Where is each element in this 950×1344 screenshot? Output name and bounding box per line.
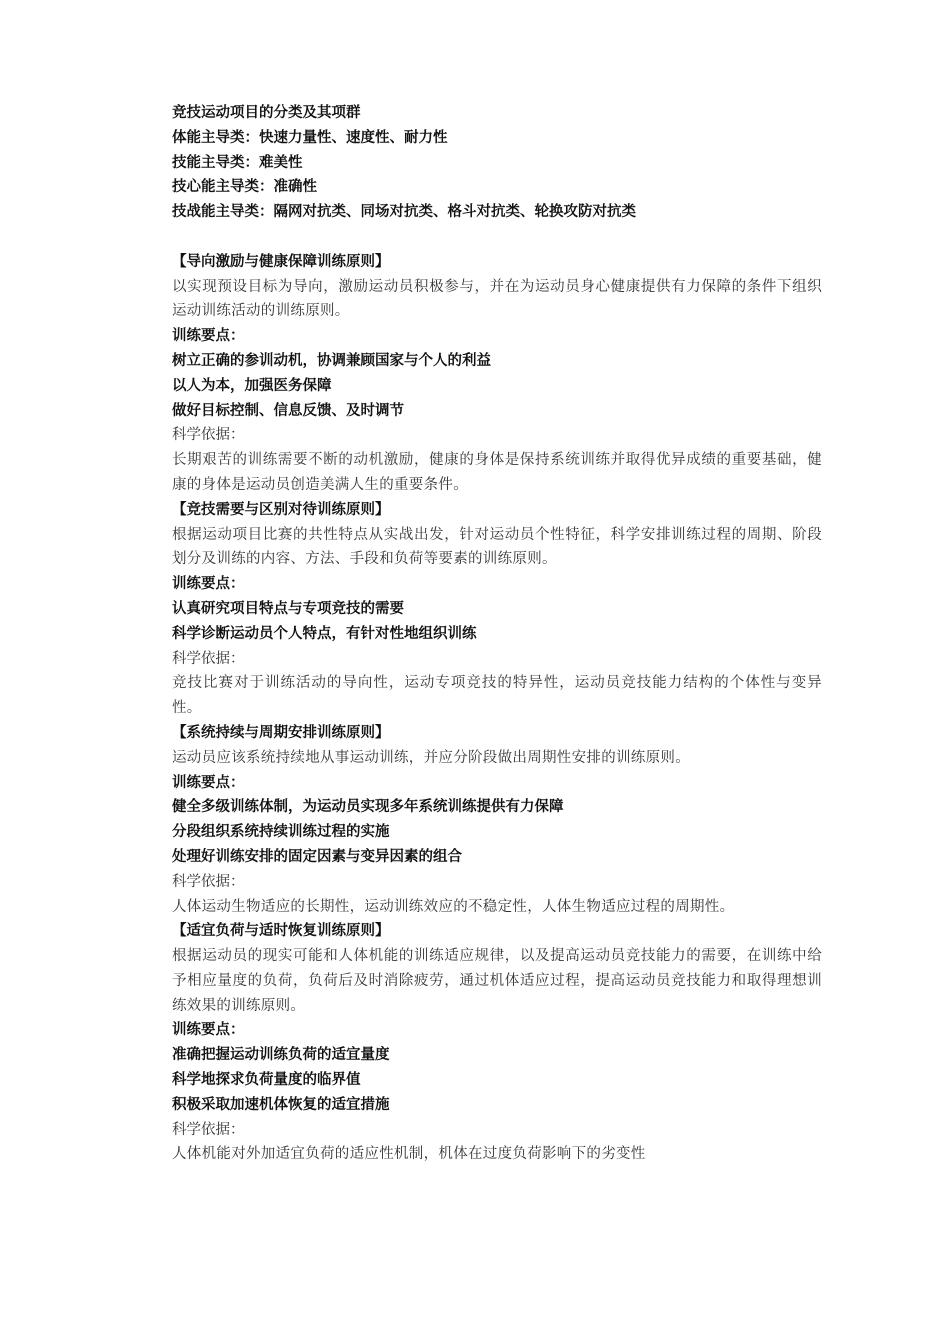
intro-title: 竞技运动项目的分类及其项群 <box>172 105 361 121</box>
intro-item: 技能主导类：难美性 <box>172 154 303 171</box>
training-point: 做好目标控制、信息反馈、及时调节 <box>172 402 404 419</box>
basis-label: 科学依据： <box>172 427 245 444</box>
section-guidance-motivation <box>172 250 822 498</box>
document-page <box>172 101 822 1167</box>
section-competition-needs <box>172 498 822 721</box>
points-label: 训练要点： <box>172 576 245 593</box>
basis-text: 竞技比赛对于训练活动的导向性，运动专项竞技的特异性，运动员竞技能力结构的个体性与变异性。 <box>172 675 822 717</box>
section-definition: 运动员应该系统持续地从事运动训练，并应分阶段做出周期性安排的训练原则。 <box>172 749 690 766</box>
intro-item: 体能主导类：快速力量性、速度性、耐力性 <box>172 129 448 146</box>
section-definition: 以实现预设目标为导向，激励运动员积极参与，并在为运动员身心健康提供有力保障的条件下组织运动训练活动的训练原则。 <box>172 278 822 320</box>
section-heading: 【导向激励与健康保障训练原则】 <box>172 253 390 270</box>
basis-label: 科学依据： <box>172 873 245 890</box>
section-load-recovery <box>172 919 822 1167</box>
section-systematic-periodic <box>172 721 822 919</box>
section-heading: 【适宜负荷与适时恢复训练原则】 <box>172 923 390 940</box>
training-point: 认真研究项目特点与专项竞技的需要 <box>172 600 404 617</box>
basis-text: 长期艰苦的训练需要不断的动机激励，健康的身体是保持系统训练并取得优异成绩的重要基础，健康的身体是运动员创造美满人生的重要条件。 <box>172 452 822 493</box>
points-label: 训练要点： <box>172 774 245 791</box>
intro-item: 技战能主导类：隔网对抗类、同场对抗类、格斗对抗类、轮换攻防对抗类 <box>172 204 636 221</box>
training-point: 以人为本，加强医务保障 <box>172 377 332 394</box>
points-label: 训练要点： <box>172 1022 245 1039</box>
intro-item: 技心能主导类：准确性 <box>172 179 317 196</box>
training-point: 树立正确的参训动机，协调兼顾国家与个人的利益 <box>172 352 491 369</box>
section-heading: 【竞技需要与区别对待训练原则】 <box>172 501 390 518</box>
basis-text: 人体运动生物适应的长期性，运动训练效应的不稳定性，人体生物适应过程的周期性。 <box>172 898 735 915</box>
basis-label: 科学依据： <box>172 1121 245 1138</box>
intro-block <box>172 101 822 225</box>
training-point: 健全多级训练体制，为运动员实现多年系统训练提供有力保障 <box>172 799 564 816</box>
basis-label: 科学依据： <box>172 650 245 667</box>
training-point: 积极采取加速机体恢复的适宜措施 <box>172 1096 390 1113</box>
training-point: 准确把握运动训练负荷的适宜量度 <box>172 1047 390 1064</box>
training-point: 分段组织系统持续训练过程的实施 <box>172 824 390 841</box>
section-definition: 根据运动员的现实可能和人体机能的训练适应规律，以及提高运动员竞技能力的需要，在训练中给予相应量度的负荷，负荷后及时消除疲劳，通过机体适应过程，提高运动员竞技能力和取得理想训练效果的训练原则。 <box>172 948 822 1014</box>
basis-text: 人体机能对外加适宜负荷的适应性机制，机体在过度负荷影响下的劣变性 <box>172 1146 646 1163</box>
points-label: 训练要点： <box>172 328 245 345</box>
training-point: 处理好训练安排的固定因素与变异因素的组合 <box>172 848 462 865</box>
spacer <box>172 225 822 250</box>
section-definition: 根据运动项目比赛的共性特点从实战出发，针对运动员个性特征，科学安排训练过程的周期、阶段划分及训练的内容、方法、手段和负荷等要素的训练原则。 <box>172 526 822 568</box>
training-point: 科学地探求负荷量度的临界值 <box>172 1072 361 1089</box>
training-point: 科学诊断运动员个人特点，有针对性地组织训练 <box>172 625 477 642</box>
section-heading: 【系统持续与周期安排训练原则】 <box>172 724 390 741</box>
